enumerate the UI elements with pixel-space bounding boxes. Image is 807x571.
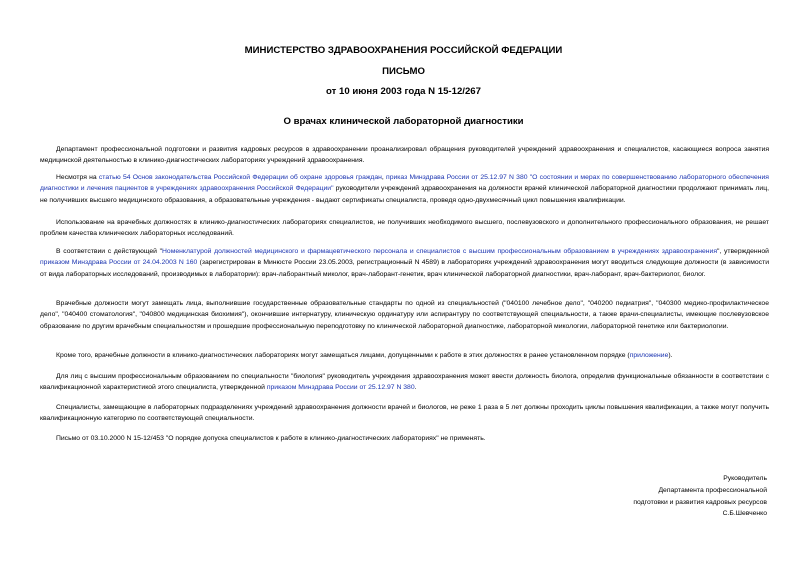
ministry-heading: МИНИСТЕРСТВО ЗДРАВООХРАНЕНИЯ РОССИЙСКОЙ ФЕДЕРАЦИИ	[244, 45, 563, 56]
signature-block	[527, 473, 767, 520]
law-article-link[interactable]: статью 54 Основ законодательства Российской Федерации об охране здоровья граждан	[98, 174, 382, 181]
paragraph-7-text: Для лиц с высшим профессиональным образованием по специальности "биология" руководитель учреждения здравоохранения может ввести должность биолога, определив функциональные обязанности в соответствии с квалификационной характеристикой этого специалиста, утвержденной	[40, 373, 769, 392]
signature-title: Руководитель	[723, 475, 767, 482]
nomenclature-link[interactable]: Номенклатурой должностей медицинского и фармацевтического персонала и специалистов с высшим профессиональным образованием в учреждениях здравоохранения	[162, 248, 718, 255]
paragraph-4-text: (зарегистрирован в Минюсте России 23.05.2003, регистрационный N 4589) в лабораториях учреждений здравоохранения могут вводиться следующие должности (в зависимости от вида лабораторных исследований, производимых в лаборатории): врач-лаборантный миколог, врач-лаборант-генетик, врач клинической лабораторной диагностики, врач-лаборант, врач-бактериолог, биолог.	[40, 259, 769, 278]
order-380-qualification-link[interactable]: приказом Минздрава России от 25.12.97 N 380	[266, 384, 415, 392]
paragraph-2	[40, 172, 769, 206]
paragraph-4-text: В соответствии с действующей "	[56, 248, 163, 255]
paragraph-2-text: Несмотря на	[56, 174, 99, 181]
paragraph-3: Использование на врачебных должностях в клинико-диагностических лабораториях специалистов, не получивших необходимого высшего, послевузовского и дополнительного профессионального образования, не решает проблем качества клинических лабораторных исследований.	[40, 219, 769, 238]
signature-department-cont: подготовки и развития кадровых ресурсов	[633, 498, 767, 506]
paragraph-6	[40, 350, 769, 361]
document-subject: О врачах клинической лабораторной диагностики	[283, 116, 524, 127]
order-160-link[interactable]: приказом Минздрава России от 24.04.2003 N 160	[40, 259, 198, 267]
document-type: ПИСЬМО	[382, 66, 425, 77]
paragraph-8: Специалисты, замещающие в лабораторных подразделениях учреждений здравоохранения должности врачей и биологов, не реже 1 раза в 5 лет должны проходить циклы повышения квалификации, а также могут получить квалификационную категорию по соответствующей специальности.	[40, 404, 769, 423]
signature-name: С.Б.Шевченко	[722, 510, 767, 518]
paragraph-5: Врачебные должности могут замещать лица, выполнившие государственные образовательные стандарты по одной из специальностей ("040100 лечебное дело", "040200 педиатрия", "040300 медико-профилактическое дело", "040400 стоматология", "040800 медицинская биохимия"), окончившие интернатуру, клиническую ординатуру или аспирантуру по соответствующей специальности, а также врачи-специалисты, имеющие послевузовское образование по другим врачебным специальностям и прошедшие профессиональную переподготовку по клинической лабораторной диагностике, лабораторной микологии, лабораторной генетике или бактериологии.	[40, 300, 769, 330]
order-380-link[interactable]: приказ Минздрава России от 25.12.97 N 380 "О состоянии и мерах по совершенствованию лабораторного обеспечения диагностики и лечения пациентов в учреждениях здравоохранения Российской Федерации"	[40, 174, 769, 193]
appendix-link[interactable]: приложение	[629, 352, 669, 359]
paragraph-4	[40, 246, 769, 280]
paragraph-7	[40, 371, 769, 394]
signature-department: Департамента профессиональной	[658, 486, 767, 494]
document-date-number: от 10 июня 2003 года N 15-12/267	[326, 86, 481, 97]
paragraph-2-text: руководители учреждений здравоохранения на должности врачей клинической лабораторной диагностики продолжают принимать лиц, не получивших высшего медицинского образования, а образовательные учреждения - выдают сертификаты специалиста, проведя одно-двухмесячный цикл повышения квалификации.	[40, 185, 769, 204]
paragraph-6-text: ).	[668, 352, 673, 359]
paragraph-1: Департамент профессиональной подготовки и развития кадровых ресурсов в здравоохранении проанализировал обращения руководителей учреждений здравоохранения и специалистов, касающиеся вопроса занятия медицинской деятельностью в клинико-диагностических лабораториях учреждений здравоохранения.	[40, 146, 769, 165]
paragraph-4-text: ", утвержденной	[717, 248, 769, 255]
paragraph-2-text: ,	[381, 174, 387, 181]
paragraph-7-text: .	[414, 384, 417, 392]
paragraph-9: Письмо от 03.10.2000 N 15-12/453 "О порядке допуска специалистов к работе в клинико-диагностических лабораториях" не применять.	[56, 435, 486, 442]
paragraph-6-text: Кроме того, врачебные должности в клинико-диагностических лабораториях могут замещаться лицами, допущенными к работе в этих должностях в ранее установленном порядке (	[56, 352, 630, 359]
